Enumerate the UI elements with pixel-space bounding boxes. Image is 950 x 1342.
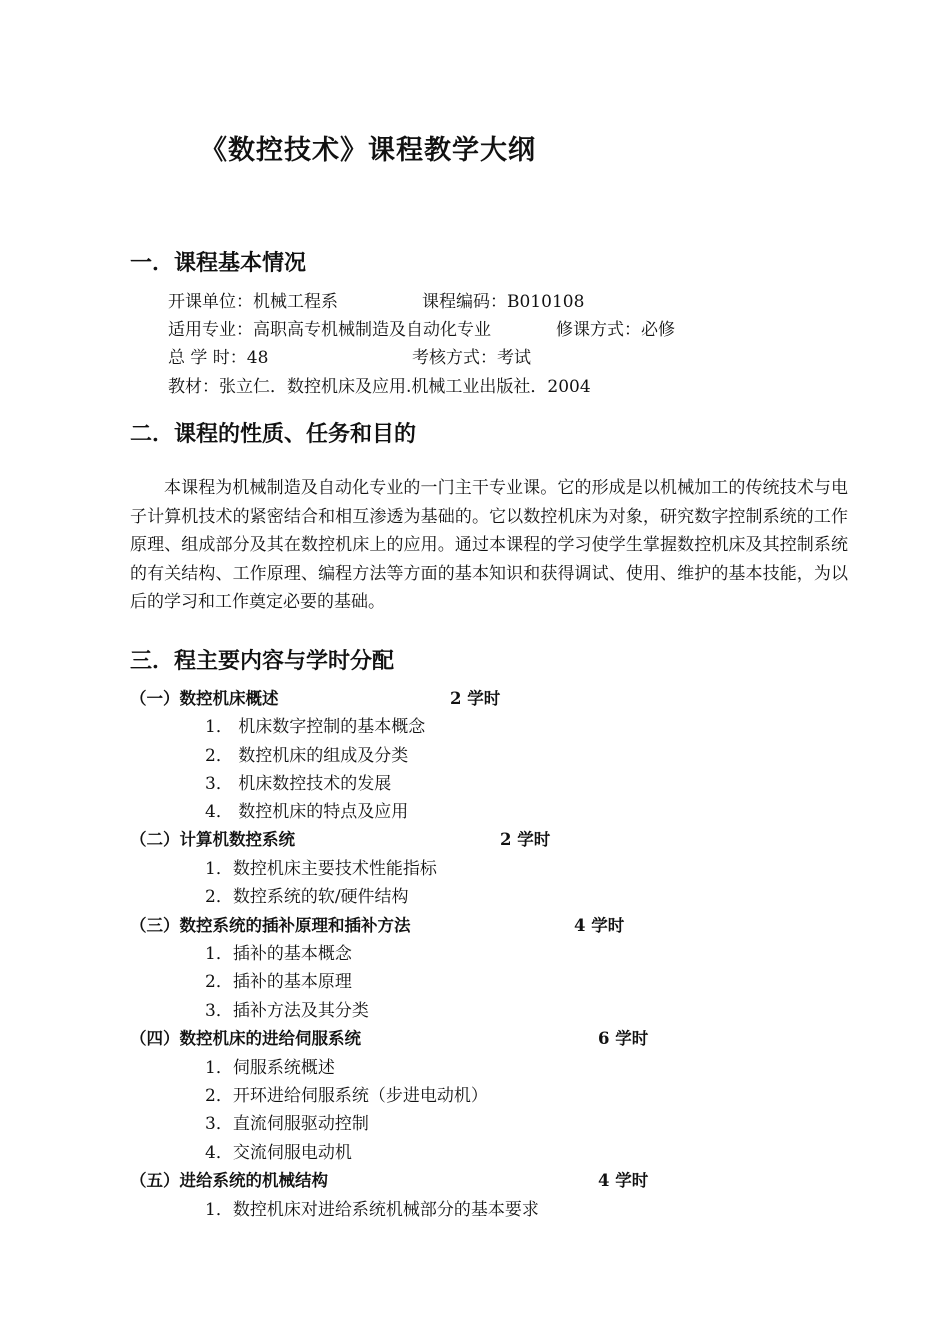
textbook: 教材：张立仁．数控机床及应用.机械工业出版社．2004 [168,377,591,397]
study-mode: 修课方式：必修 [556,320,675,340]
list-item: 1． 机床数字控制的基本概念 [205,717,426,737]
list-item: 2．插补的基本原理 [205,972,352,992]
unit-hours: 2 学时 [500,830,551,849]
applicable-major: 适用专业：高职高专机械制造及自动化专业 [168,320,491,340]
list-item: 2． 数控机床的组成及分类 [205,746,409,766]
list-item: 4．交流伺服电动机 [205,1143,352,1163]
total-hours: 总 学 时：48 [168,348,269,368]
list-item: 4． 数控机床的特点及应用 [205,802,409,822]
nature-paragraph: 本课程为机械制造及自动化专业的一门主干专业课。它的形成是以机械加工的传统技术与电子计算机技术的紧密结合和相互渗透为基础的。它以数控机床为对象，研究数字控制系统的工作原理、组成部分及其在数控机床上的应用。通过本课程的学习使学生掌握数控机床及其控制系统的有关结构、工作原理、编程方法等方面的基本知识和获得调试、使用、维护的基本技能，为以后的学习和工作奠定必要的基础。 [130,478,848,612]
list-item: 2．数控系统的软/硬件结构 [205,887,409,907]
unit-title: （一）数控机床概述 [130,689,279,708]
unit-title: （三）数控系统的插补原理和插补方法 [130,916,411,935]
unit-hours: 4 学时 [598,1171,649,1190]
unit-title: （二）计算机数控系统 [130,830,295,849]
exam-method: 考核方式：考试 [412,348,531,368]
list-item: 1．数控机床对进给系统机械部分的基本要求 [205,1200,539,1220]
unit-hours: 6 学时 [598,1029,649,1048]
section-heading-content: 三．程主要内容与学时分配 [130,649,395,674]
unit-hours: 2 学时 [450,689,501,708]
unit-hours: 4 学时 [574,916,625,935]
list-item: 1．插补的基本概念 [205,944,352,964]
course-unit: 开课单位：机械工程系 [168,292,338,312]
unit-title: （五）进给系统的机械结构 [130,1171,328,1190]
list-item: 3．插补方法及其分类 [205,1001,369,1021]
list-item: 2．开环进给伺服系统（步进电动机） [205,1086,488,1106]
list-item: 1．数控机床主要技术性能指标 [205,859,437,879]
list-item: 3． 机床数控技术的发展 [205,774,392,794]
list-item: 1．伺服系统概述 [205,1058,335,1078]
unit-title: （四）数控机床的进给伺服系统 [130,1029,361,1048]
list-item: 3．直流伺服驱动控制 [205,1114,369,1134]
document-title: 《数控技术》课程教学大纲 [200,135,536,166]
section-heading-nature: 二．课程的性质、任务和目的 [130,422,417,447]
section-heading-basic-info: 一．课程基本情况 [130,251,307,276]
course-code: 课程编码：B010108 [422,292,585,312]
